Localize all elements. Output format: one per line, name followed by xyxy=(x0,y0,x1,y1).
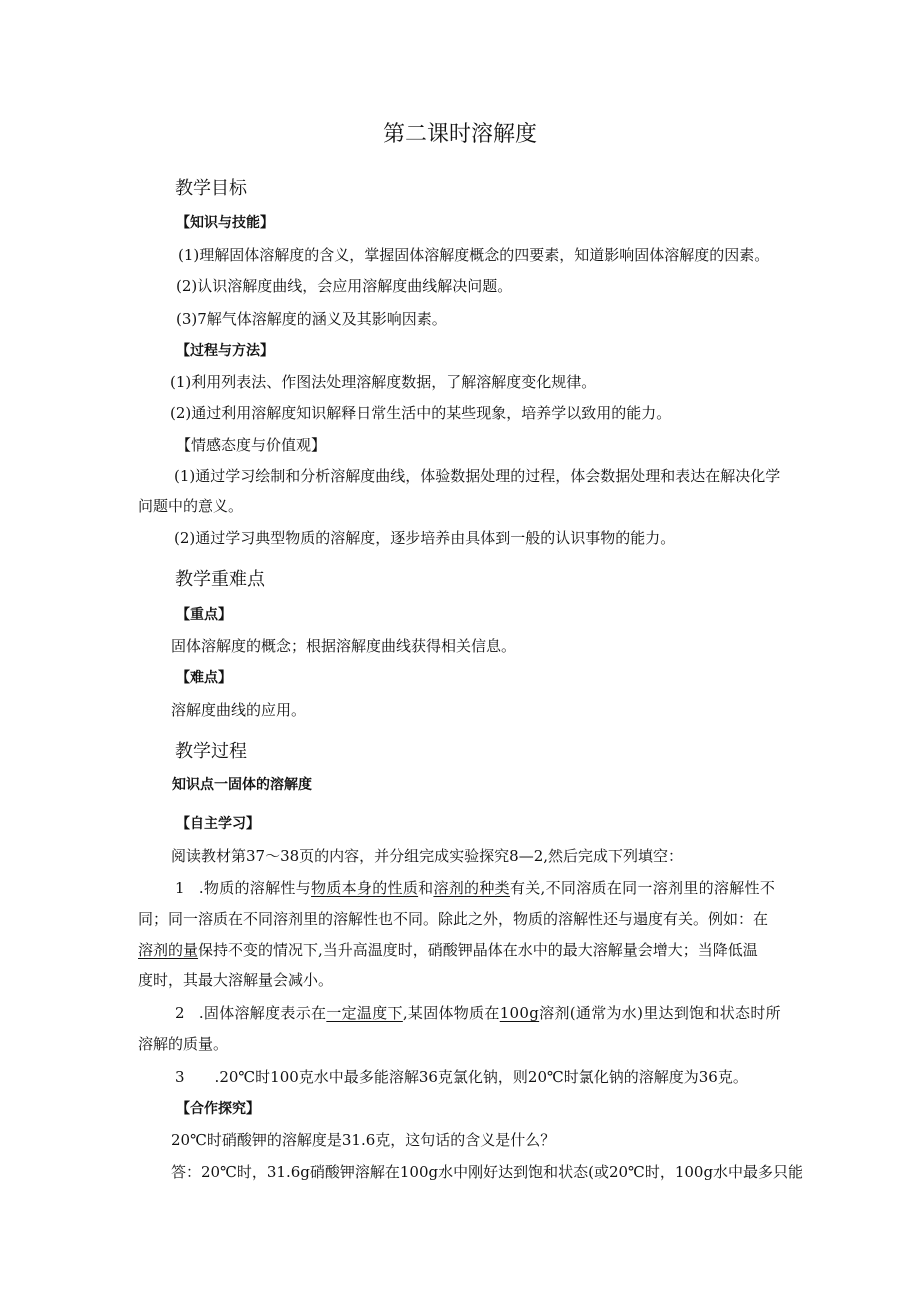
objective-p1: (1)利用列表法、作图法处理溶解度数据，了解溶解度变化规律。 xyxy=(170,373,597,391)
item-2-number: 2 xyxy=(175,1004,185,1022)
difficulty-text: 溶解度曲线的应用。 xyxy=(171,701,307,719)
label-self-study: 【自主学习】 xyxy=(176,816,260,832)
objective-e1-line1: (1)通过学习绘制和分析溶解度曲线，体验数据处理的过程，体会数据处理和表达在解决化学 xyxy=(174,467,781,485)
inquiry-answer: 答：20℃时，31.6g硝酸钾溶解在100g水中刚好达到饱和状态(或20℃时，100g水中最多只能 xyxy=(171,1163,804,1181)
objective-k3: (3)7解气体溶解度的涵义及其影响因素。 xyxy=(176,310,447,328)
item-1-line4: 度时，其最大溶解量会减小。 xyxy=(138,971,334,989)
label-knowledge-skills: 【知识与技能】 xyxy=(176,215,274,231)
item-1-line3 xyxy=(138,940,758,960)
item-1-text-b: 和 xyxy=(418,879,434,897)
item-2-text-c: 溶剂(通常为水)里达到饱和状态时所 xyxy=(539,1004,781,1022)
item-2-line1 xyxy=(175,1003,781,1023)
item-3-line xyxy=(175,1067,748,1087)
item-2-text-a: .固体溶解度表示在 xyxy=(198,1004,327,1022)
objective-k2: (2)认识溶解度曲线，会应用溶解度曲线解决问题。 xyxy=(176,277,513,295)
objective-k1: (1)理解固体溶解度的含义，掌握固体溶解度概念的四要素，知道影响固体溶解度的因素。 xyxy=(178,246,770,264)
section-heading-objectives: 教学目标 xyxy=(175,178,247,199)
objective-p2: (2)通过利用溶解度知识解释日常生活中的某些现象，培养学以致用的能力。 xyxy=(170,404,672,422)
item-2-line2: 溶解的质量。 xyxy=(138,1035,229,1053)
key-point-text: 固体溶解度的概念；根据溶解度曲线获得相关信息。 xyxy=(171,637,517,655)
blank-solvent-type: 溶剂的种类 xyxy=(433,879,510,897)
blank-solvent-amount: 溶剂的量 xyxy=(138,941,199,959)
blank-100g: 100g xyxy=(499,1004,540,1022)
label-cooperative-inquiry: 【合作探究】 xyxy=(176,1101,260,1117)
item-1-line3-text: 保持不变的情况下,当升高温度时，硝酸钾晶体在水中的最大溶解量会增大；当降低温 xyxy=(198,941,758,959)
section-heading-key-points: 教学重难点 xyxy=(175,569,265,590)
item-1-text-c: 有关,不同溶质在同一溶剂里的溶解性不 xyxy=(509,879,776,897)
inquiry-question: 20℃时硝酸钾的溶解度是31.6克，这句话的含义是什么？ xyxy=(171,1131,556,1149)
knowledge-point-heading: 知识点一固体的溶解度 xyxy=(172,777,312,793)
item-1-text-a: .物质的溶解性与 xyxy=(198,879,312,897)
objective-e2: (2)通过学习典型物质的溶解度，逐步培养由具体到一般的认识事物的能力。 xyxy=(174,529,676,547)
item-1-line2: 同；同一溶质在不同溶剂里的溶解性也不同。除此之外，物质的溶解性还与遢度有关。例如：在 xyxy=(138,910,769,928)
section-heading-process: 教学过程 xyxy=(175,741,247,762)
page-title: 第二课时溶解度 xyxy=(382,122,537,147)
label-difficulty: 【难点】 xyxy=(176,670,232,686)
blank-substance-nature: 物质本身的性质 xyxy=(311,879,419,897)
label-attitudes-values: 【情感态度与价值观】 xyxy=(176,436,327,454)
item-1-line1 xyxy=(175,878,775,898)
objective-e1-line2: 问题中的意义。 xyxy=(138,497,244,515)
label-key-point: 【重点】 xyxy=(176,607,232,623)
item-3-text: .20℃时100克水中最多能溶解36克氯化钠，则20℃时氯化钠的溶解度为36克。 xyxy=(214,1068,748,1086)
item-3-number: 3 xyxy=(175,1068,185,1086)
label-process-methods: 【过程与方法】 xyxy=(176,343,274,359)
blank-certain-temperature: 一定温度下 xyxy=(326,1004,403,1022)
reading-instruction: 阅读教材第37～38页的内容，并分组完成实验探究8—2,然后完成下列填空： xyxy=(171,847,684,865)
item-2-text-b: ,某固体物质在 xyxy=(402,1004,500,1022)
item-1-number: 1 xyxy=(175,879,185,897)
